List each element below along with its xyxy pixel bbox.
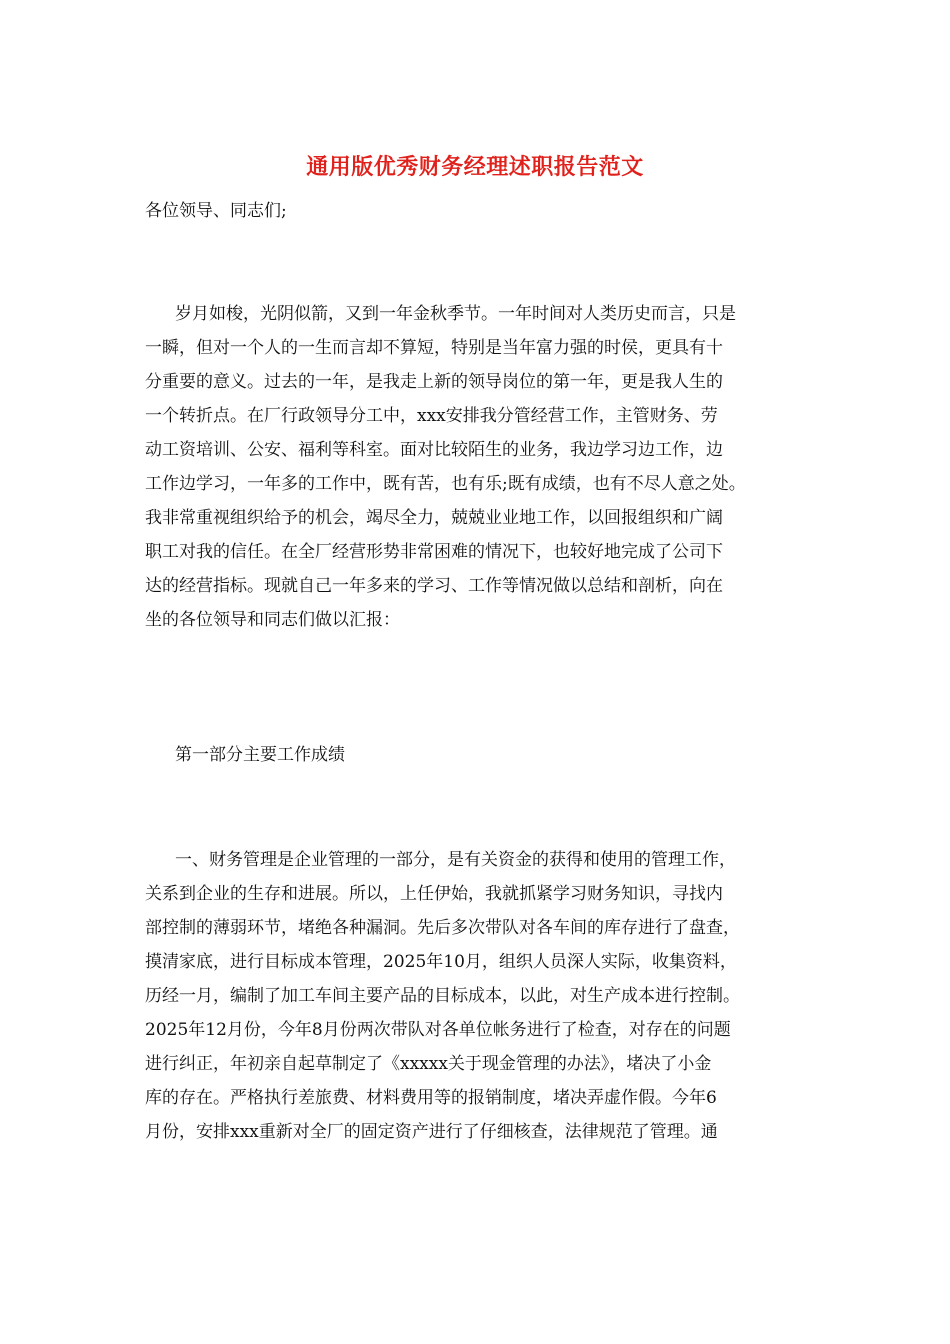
document-title: 通用版优秀财务经理述职报告范文 xyxy=(306,154,644,180)
text-line: 历经一月，编制了加工车间主要产品的目标成本，以此，对生产成本进行控制。 xyxy=(145,986,740,1006)
section-heading: 第一部分主要工作成绩 xyxy=(175,745,345,765)
text-line: 坐的各位领导和同志们做以汇报： xyxy=(145,610,400,630)
text-line: 摸清家底，进行目标成本管理，2025年10月，组织人员深人实际，收集资料， xyxy=(145,952,737,972)
text-line: 岁月如梭，光阴似箭，又到一年金秋季节。一年时间对人类历史而言，只是 xyxy=(175,304,736,324)
text-line: 部控制的薄弱环节，堵绝各种漏洞。先后多次带队对各车间的库存进行了盘查， xyxy=(145,918,740,938)
text-line: 分重要的意义。过去的一年，是我走上新的领导岗位的第一年，更是我人生的 xyxy=(145,372,723,392)
text-line: 月份，安排xxx重新对全厂的固定资产进行了仔细核查，法律规范了管理。通 xyxy=(145,1122,718,1142)
text-line: 达的经营指标。现就自己一年多来的学习、工作等情况做以总结和剖析，向在 xyxy=(145,576,723,596)
text-line: 2025年12月份，今年8月份两次带队对各单位帐务进行了检查，对存在的问题 xyxy=(145,1020,731,1040)
text-line: 关系到企业的生存和进展。所以，上任伊始，我就抓紧学习财务知识，寻找内 xyxy=(145,884,723,904)
text-line: 库的存在。严格执行差旅费、材料费用等的报销制度，堵决弄虚作假。今年6 xyxy=(145,1088,717,1108)
text-line: 一、财务管理是企业管理的一部分，是有关资金的获得和使用的管理工作， xyxy=(175,850,736,870)
text-line: 职工对我的信任。在全厂经营形势非常困难的情况下，也较好地完成了公司下 xyxy=(145,542,723,562)
paragraph-intro xyxy=(145,297,746,637)
text-line: 工作边学习，一年多的工作中，既有苦，也有乐;既有成绩，也有不尽人意之处。 xyxy=(145,474,746,494)
text-line: 一个转折点。在厂行政领导分工中，xxx安排我分管经营工作，主管财务、劳 xyxy=(145,406,718,426)
salutation: 各位领导、同志们; xyxy=(145,201,287,221)
text-line: 进行纠正，年初亲自起草制定了《xxxxx关于现金管理的办法》，堵决了小金 xyxy=(145,1054,712,1074)
paragraph-finance xyxy=(145,843,740,1149)
text-line: 我非常重视组织给予的机会，竭尽全力，兢兢业业地工作，以回报组织和广阔 xyxy=(145,508,723,528)
text-line: 动工资培训、公安、福利等科室。面对比较陌生的业务，我边学习边工作，边 xyxy=(145,440,723,460)
text-line: 一瞬，但对一个人的一生而言却不算短，特别是当年富力强的时侯，更具有十 xyxy=(145,338,723,358)
